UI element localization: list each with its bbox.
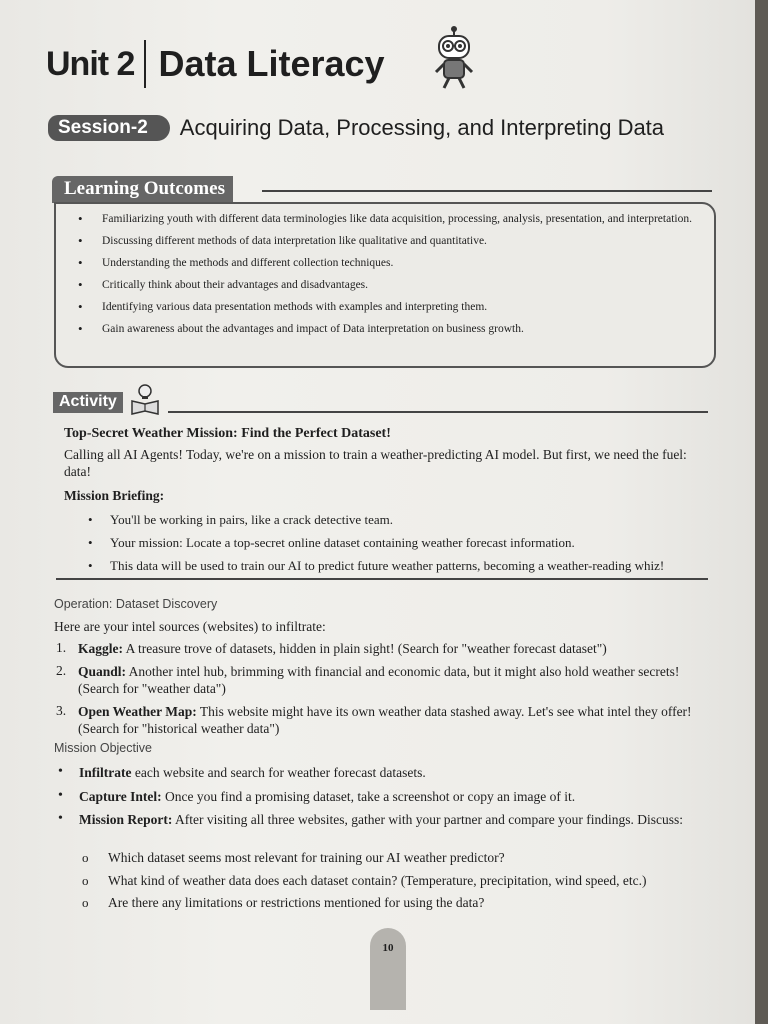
source-number: 1. <box>56 640 67 655</box>
page-number-tab <box>370 928 406 1010</box>
sub-bullet-marker: o <box>82 895 89 910</box>
session-header <box>48 115 664 141</box>
lightbulb-book-icon <box>130 383 160 415</box>
bullet-icon: • <box>88 558 93 573</box>
learning-outcome-item: • Gain awareness about the advantages and impact of Data interpretation on business growth. <box>102 322 694 336</box>
objective-text: After visiting all three websites, gather with your partner and compare your findings. Discuss: <box>172 812 684 827</box>
unit-header <box>46 40 385 88</box>
source-name: Kaggle: <box>78 641 123 656</box>
operation-intro: Here are your intel sources (websites) to infiltrate: <box>54 619 326 634</box>
source-name: Open Weather Map: <box>78 704 197 719</box>
section-divider <box>56 578 708 580</box>
learning-outcome-item: • Critically think about their advantages and disadvantages. <box>102 278 694 292</box>
bullet-icon: • <box>88 512 93 527</box>
learning-outcome-item: • Identifying various data presentation methods with examples and interpreting them. <box>102 300 694 314</box>
source-text: A treasure trove of datasets, hidden in plain sight! (Search for "weather forecast dataset") <box>123 641 607 656</box>
learning-outcomes-rule <box>262 190 712 192</box>
robot-icon <box>432 26 476 92</box>
objective-text: Once you find a promising dataset, take a screenshot or copy an image of it. <box>161 789 576 804</box>
session-badge-tail <box>156 115 170 141</box>
discuss-item: Are there any limitations or restrictions mentioned for using the data? <box>108 895 485 910</box>
unit-label: Unit 2 <box>46 44 135 83</box>
source-number: 2. <box>56 663 67 678</box>
source-number: 3. <box>56 703 67 718</box>
source-text: This website might have its own weather data stashed away. Let's see what intel they offer! (Search for "historical weather data") <box>78 704 692 736</box>
session-title: Acquiring Data, Processing, and Interpreting Data <box>179 115 665 140</box>
bullet-icon: • <box>58 764 63 779</box>
learning-outcome-item: • Familiarizing youth with different data terminologies like data acquisition, processing, analysis, presentation, and interpretation. <box>102 212 694 226</box>
source-item <box>78 663 718 697</box>
activity-label: Activity <box>53 392 123 413</box>
briefing-item: Your mission: Locate a top-secret online dataset containing weather forecast information. <box>110 535 575 550</box>
learning-outcome-item: • Discussing different methods of data interpretation like qualitative and quantitative. <box>102 234 694 248</box>
unit-divider <box>144 40 146 88</box>
sub-bullet-marker: o <box>82 850 89 865</box>
source-item <box>78 640 718 657</box>
bullet-icon: • <box>58 788 63 803</box>
discuss-item: What kind of weather data does each dataset contain? (Temperature, precipitation, wind speed, etc.) <box>108 873 647 888</box>
objective-item <box>79 764 719 781</box>
source-text: Another intel hub, brimming with financial and economic data, but it might also hold weather secrets! (Search for "weather data") <box>78 664 680 696</box>
learning-outcomes-heading: Learning Outcomes <box>52 176 233 203</box>
operation-heading: Operation: Dataset Discovery <box>54 597 218 611</box>
sub-bullet-marker: o <box>82 873 89 888</box>
learning-outcomes-list <box>56 204 714 336</box>
unit-name: Data Literacy <box>158 43 385 84</box>
objective-item <box>79 811 719 828</box>
source-item <box>78 703 718 737</box>
activity-rule <box>168 411 708 413</box>
objective-heading: Mission Objective <box>54 741 152 755</box>
bullet-icon: • <box>88 535 93 550</box>
session-badge: Session-2 <box>48 115 156 141</box>
mission-title: Top-Secret Weather Mission: Find the Perfect Dataset! <box>64 426 391 441</box>
mission-briefing-label: Mission Briefing: <box>64 488 165 503</box>
bullet-icon: • <box>58 811 63 826</box>
objective-item <box>79 788 719 805</box>
objective-name: Mission Report: <box>79 812 173 827</box>
learning-outcome-item: • Understanding the methods and different collection techniques. <box>102 256 694 270</box>
discuss-item: Which dataset seems most relevant for training our AI weather predictor? <box>108 850 505 865</box>
learning-outcomes-box <box>54 202 716 368</box>
source-name: Quandl: <box>78 664 127 679</box>
objective-text: each website and search for weather forecast datasets. <box>131 765 426 780</box>
briefing-item: This data will be used to train our AI to predict future weather patterns, becoming a weather-reading whiz! <box>110 558 665 573</box>
objective-name: Infiltrate <box>79 765 132 780</box>
objective-name: Capture Intel: <box>79 789 162 804</box>
page-number: 10 <box>382 942 394 954</box>
mission-intro: Calling all AI Agents! Today, we're on a mission to train a weather-predicting AI model. But first, we need the fuel: data! <box>64 447 687 479</box>
briefing-item: You'll be working in pairs, like a crack detective team. <box>110 512 393 527</box>
